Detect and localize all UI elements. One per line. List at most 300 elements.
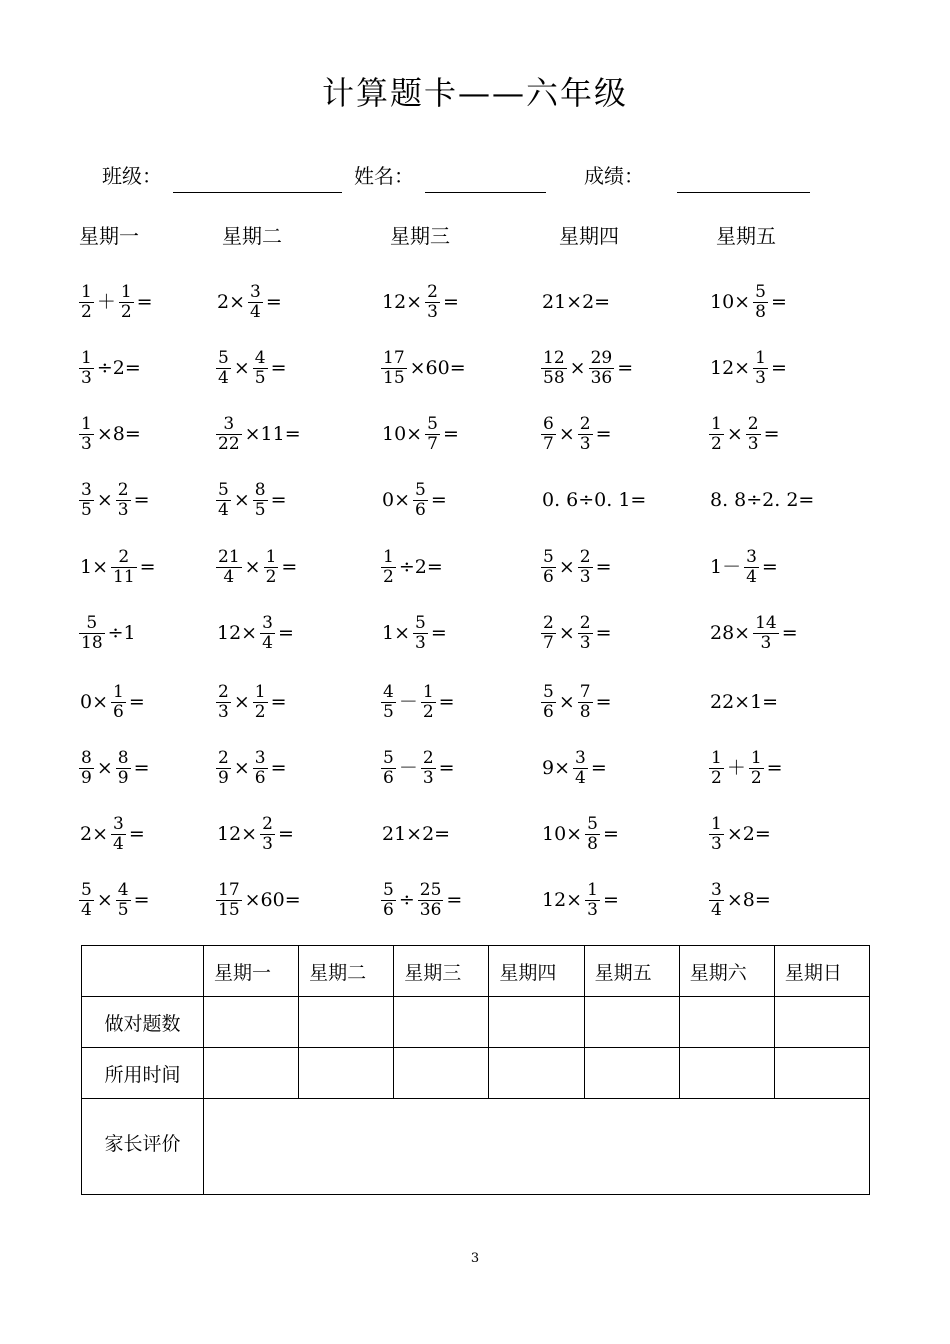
fraction-numerator: 1 [383,546,394,567]
expression-text: = [770,356,787,379]
expression-text: = [281,555,298,578]
fraction-numerator: 3 [81,479,92,500]
fraction [413,614,428,653]
fraction-denominator: 8 [755,301,766,322]
math-problem [540,346,635,390]
math-problem [540,746,609,790]
fraction-denominator: 9 [218,767,229,788]
expression-text: － [398,756,418,779]
fraction [116,749,131,788]
expression-text: = [761,555,778,578]
expression-text: = [430,621,447,644]
fraction-numerator: 5 [543,546,554,567]
log-header-tuesday: 星期二 [299,946,394,997]
fraction-denominator: 3 [579,632,591,653]
math-problem [380,478,449,522]
practice-log-table [81,945,870,1195]
fraction-numerator: 3 [250,281,261,302]
fraction-denominator: 5 [383,701,394,722]
math-problem [708,680,780,724]
math-problem [708,280,789,324]
fraction [216,683,231,722]
fraction-numerator: 3 [262,612,273,633]
fraction-denominator: 6 [383,767,394,788]
log-cell[interactable] [299,1048,394,1099]
fraction-denominator: 5 [117,899,129,920]
expression-text: 12× [217,822,258,845]
expression-text: = [438,690,455,713]
math-problem [215,346,289,390]
math-problem [380,746,457,790]
fraction [253,683,268,722]
fraction [578,548,593,587]
expression-text: × [233,690,250,713]
fraction [260,815,275,854]
expression-text: 0. 6÷0. 1= [542,488,647,511]
fraction-numerator: 1 [81,281,92,302]
expression-text: ×8= [726,888,771,911]
fraction-numerator: 2 [747,413,759,434]
fraction [541,349,567,388]
expression-text: ×60= [409,356,466,379]
log-cell[interactable] [489,997,584,1048]
log-header-saturday: 星期六 [679,946,774,997]
log-header-friday: 星期五 [584,946,679,997]
fraction-numerator: 5 [81,879,92,900]
page-title: 计算题卡——六年级 [321,74,628,112]
fraction [578,415,593,454]
expression-text: = [270,756,287,779]
math-problem [78,545,158,589]
math-problem [708,812,773,856]
fraction-numerator: 2 [427,281,438,302]
log-cell[interactable] [299,997,394,1048]
fraction-denominator: 5 [81,499,92,520]
math-problem [380,878,464,922]
fraction-denominator: 2 [120,301,132,322]
fraction [381,349,407,388]
expression-text: 8. 8÷2. 2= [710,488,815,511]
math-problem [78,680,147,724]
fraction-numerator: 2 [118,546,130,567]
fraction-denominator: 4 [223,566,235,587]
fraction [79,283,94,322]
fraction-denominator: 3 [587,899,598,920]
expression-text: ×60= [244,888,301,911]
fraction-denominator: 3 [422,767,434,788]
fraction [709,749,724,788]
math-problem [540,478,648,522]
expression-text: = [270,356,287,379]
expression-text: = [602,888,619,911]
fraction-numerator: 1 [587,879,598,900]
expression-text: ×11= [244,422,301,445]
fraction-numerator: 4 [254,347,266,368]
expression-text: × [233,756,250,779]
fraction-denominator: 3 [415,632,426,653]
expression-text: ÷2= [96,356,141,379]
fraction [709,881,724,920]
expression-text: = [766,756,783,779]
fraction [421,683,436,722]
expression-text: = [595,690,612,713]
fraction [381,548,396,587]
fraction-numerator: 4 [117,879,129,900]
expression-text: = [617,356,634,379]
fraction-denominator: 3 [579,566,591,587]
expression-text: 12× [217,621,258,644]
math-problem [540,812,621,856]
fraction [413,481,428,520]
fraction [116,481,131,520]
score-label: 成绩： [584,164,644,188]
fraction-denominator: 7 [543,433,554,454]
fraction [381,683,396,722]
log-header-sunday: 星期日 [774,946,869,997]
expression-text: = [277,621,294,644]
class-field-underline[interactable] [173,192,342,193]
fraction [585,881,600,920]
math-problem [708,746,785,790]
expression-text: = [595,422,612,445]
class-label: 班级： [102,164,162,188]
fraction-numerator: 2 [218,681,229,702]
log-header-monday: 星期一 [204,946,299,997]
expression-text: = [602,822,619,845]
expression-text: 28× [710,621,751,644]
fraction-denominator: 3 [427,301,438,322]
name-label: 姓名： [354,164,414,188]
fraction [753,283,768,322]
expression-text: = [128,822,145,845]
math-problem [380,412,461,456]
fraction-numerator: 2 [422,747,434,768]
fraction-denominator: 2 [711,767,722,788]
fraction-numerator: 4 [383,681,394,702]
fraction [216,481,231,520]
fraction-denominator: 4 [575,767,586,788]
fraction [381,881,396,920]
fraction-denominator: 4 [81,899,92,920]
log-cell[interactable] [774,1048,869,1099]
log-row-label-parent: 家长评价 [82,1099,204,1195]
math-problem [540,412,614,456]
fraction-numerator: 3 [575,747,586,768]
fraction [753,349,768,388]
fraction [421,749,436,788]
expression-text: 22×1= [710,690,779,713]
expression-text: = [133,756,150,779]
fraction-numerator: 17 [383,347,405,368]
fraction-numerator: 8 [117,747,129,768]
expression-text: × [96,756,113,779]
fraction [578,683,593,722]
fraction-numerator: 3 [223,413,235,434]
expression-text: × [569,356,586,379]
fraction-numerator: 3 [113,813,124,834]
fraction [111,548,137,587]
fraction-denominator: 6 [543,566,554,587]
fraction [589,349,615,388]
math-problem [380,611,449,655]
fraction [216,415,242,454]
fraction-denominator: 3 [81,367,92,388]
fraction-denominator: 9 [81,767,92,788]
fraction-denominator: 2 [711,433,722,454]
fraction [116,881,131,920]
log-cell[interactable] [394,1048,489,1099]
day-header-wednesday: 星期三 [390,224,450,248]
expression-text: × [233,356,250,379]
math-problem [708,878,773,922]
fraction-denominator: 11 [113,566,135,587]
fraction [260,614,275,653]
fraction-numerator: 1 [711,747,722,768]
name-field-underline[interactable] [425,192,546,193]
fraction-denominator: 7 [543,632,554,653]
expression-text: = [270,690,287,713]
expression-text: × [96,488,113,511]
fraction-numerator: 2 [579,413,591,434]
fraction-numerator: 5 [383,747,394,768]
fraction-numerator: 2 [579,612,591,633]
expression-text: = [430,488,447,511]
fraction-numerator: 5 [415,479,426,500]
fraction-numerator: 1 [422,681,434,702]
fraction-numerator: 5 [218,347,229,368]
fraction [573,749,588,788]
fraction [541,415,556,454]
expression-text: 12× [542,888,583,911]
expression-text: ＋ [726,756,746,779]
fraction-numerator: 1 [265,546,277,567]
fraction-denominator: 6 [415,499,426,520]
fraction [248,283,263,322]
math-problem [540,280,612,324]
fraction [111,815,126,854]
fraction-denominator: 6 [383,899,394,920]
fraction-numerator: 5 [383,879,394,900]
math-problem [380,346,468,390]
log-cell[interactable] [679,997,774,1048]
expression-text: = [442,422,459,445]
score-field-underline[interactable] [677,192,810,193]
math-problem [540,878,621,922]
day-header-friday: 星期五 [716,224,776,248]
expression-text: × [558,690,575,713]
fraction-denominator: 3 [760,632,772,653]
expression-text: ×2= [726,822,771,845]
expression-text: = [442,290,459,313]
expression-text: 1× [80,555,109,578]
fraction-numerator: 1 [120,281,132,302]
fraction-denominator: 36 [590,367,613,388]
fraction [541,683,556,722]
log-cell[interactable] [489,1048,584,1099]
fraction-denominator: 6 [543,701,554,722]
expression-text: = [595,555,612,578]
fraction [79,881,94,920]
log-cell[interactable] [394,997,489,1048]
fraction-denominator: 2 [265,566,277,587]
log-cell[interactable] [584,997,679,1048]
expression-text: 10× [710,290,751,313]
fraction [216,881,242,920]
expression-text: = [595,621,612,644]
expression-text: 9× [542,756,571,779]
fraction-denominator: 4 [250,301,261,322]
expression-text: 0× [382,488,411,511]
expression-text: = [136,290,153,313]
expression-text: － [398,690,418,713]
fraction-numerator: 17 [218,879,240,900]
fraction-denominator: 58 [543,367,565,388]
fraction-numerator: 21 [218,546,240,567]
fraction [753,614,779,653]
fraction-numerator: 1 [750,747,762,768]
math-problem [78,478,152,522]
page-number: 3 [470,1251,480,1266]
fraction [425,283,440,322]
math-problem [708,346,789,390]
fraction [709,415,724,454]
fraction-denominator: 6 [113,701,124,722]
fraction-denominator: 15 [383,367,405,388]
expression-text: ÷2= [398,555,443,578]
fraction [585,815,600,854]
fraction-denominator: 3 [711,833,722,854]
expression-text: 2× [217,290,246,313]
log-row-label-correct: 做对题数 [82,997,204,1048]
expression-text: = [128,690,145,713]
math-problem [78,746,152,790]
math-problem [215,878,303,922]
fraction-numerator: 8 [81,747,92,768]
expression-text: × [558,422,575,445]
fraction [79,614,105,653]
math-problem [215,680,289,724]
fraction-denominator: 4 [218,499,229,520]
fraction [253,749,268,788]
fraction [264,548,279,587]
expression-text: ＋ [96,290,116,313]
log-row-label-time: 所用时间 [82,1048,204,1099]
expression-text: = [781,621,798,644]
expression-text: = [438,756,455,779]
fraction-numerator: 2 [117,479,129,500]
expression-text: = [763,422,780,445]
math-problem [540,611,614,655]
fraction-denominator: 4 [711,899,722,920]
fraction-denominator: 3 [117,499,129,520]
expression-text: × [96,888,113,911]
fraction-denominator: 3 [747,433,759,454]
log-corner-cell [82,946,204,997]
day-header-tuesday: 星期二 [222,224,282,248]
fraction [253,481,268,520]
fraction-denominator: 3 [262,833,273,854]
fraction [418,881,444,920]
fraction [709,815,724,854]
math-problem [215,812,296,856]
expression-text: = [139,555,156,578]
log-cell[interactable] [679,1048,774,1099]
fraction-numerator: 3 [254,747,266,768]
expression-text: = [133,488,150,511]
math-problem [78,878,152,922]
fraction [79,349,94,388]
math-problem [78,412,143,456]
expression-text: = [270,488,287,511]
expression-text: 1－ [710,555,742,578]
log-cell[interactable] [204,1048,299,1099]
fraction-numerator: 1 [711,813,722,834]
log-header-thursday: 星期四 [489,946,584,997]
fraction-numerator: 12 [543,347,565,368]
math-problem [215,478,289,522]
fraction-numerator: 8 [254,479,266,500]
math-problem [380,280,461,324]
fraction-denominator: 5 [254,367,266,388]
log-cell[interactable] [584,1048,679,1099]
math-problem [708,478,816,522]
math-problem [78,346,143,390]
fraction [79,481,94,520]
fraction-numerator: 5 [415,612,426,633]
math-problem [215,746,289,790]
fraction-numerator: 5 [543,681,554,702]
math-problem [540,680,614,724]
fraction [119,283,134,322]
fraction-numerator: 5 [427,413,438,434]
expression-text: 21×2= [542,290,611,313]
fraction-numerator: 7 [579,681,591,702]
fraction-denominator: 2 [254,701,266,722]
parent-comment-cell[interactable] [204,1099,870,1195]
expression-text: = [265,290,282,313]
expression-text: ×8= [96,422,141,445]
fraction-numerator: 25 [419,879,442,900]
expression-text: × [558,621,575,644]
expression-text: = [770,290,787,313]
fraction-numerator: 1 [113,681,124,702]
fraction [425,415,440,454]
math-problem [380,680,457,724]
fraction [381,749,396,788]
fraction-denominator: 2 [383,566,394,587]
fraction [749,749,764,788]
log-cell[interactable] [774,997,869,1048]
math-problem [215,280,284,324]
fraction-denominator: 4 [218,367,229,388]
fraction-denominator: 9 [117,767,129,788]
expression-text: × [558,555,575,578]
expression-text: 12× [382,290,423,313]
fraction-numerator: 29 [590,347,613,368]
fraction [216,749,231,788]
fraction-denominator: 3 [755,367,766,388]
fraction-numerator: 1 [81,413,92,434]
fraction-numerator: 5 [587,813,598,834]
fraction [111,683,126,722]
log-cell[interactable] [204,997,299,1048]
fraction-denominator: 15 [218,899,240,920]
fraction-denominator: 2 [750,767,762,788]
fraction [744,548,759,587]
expression-text: 10× [382,422,423,445]
expression-text: 1× [382,621,411,644]
fraction-denominator: 8 [579,701,591,722]
